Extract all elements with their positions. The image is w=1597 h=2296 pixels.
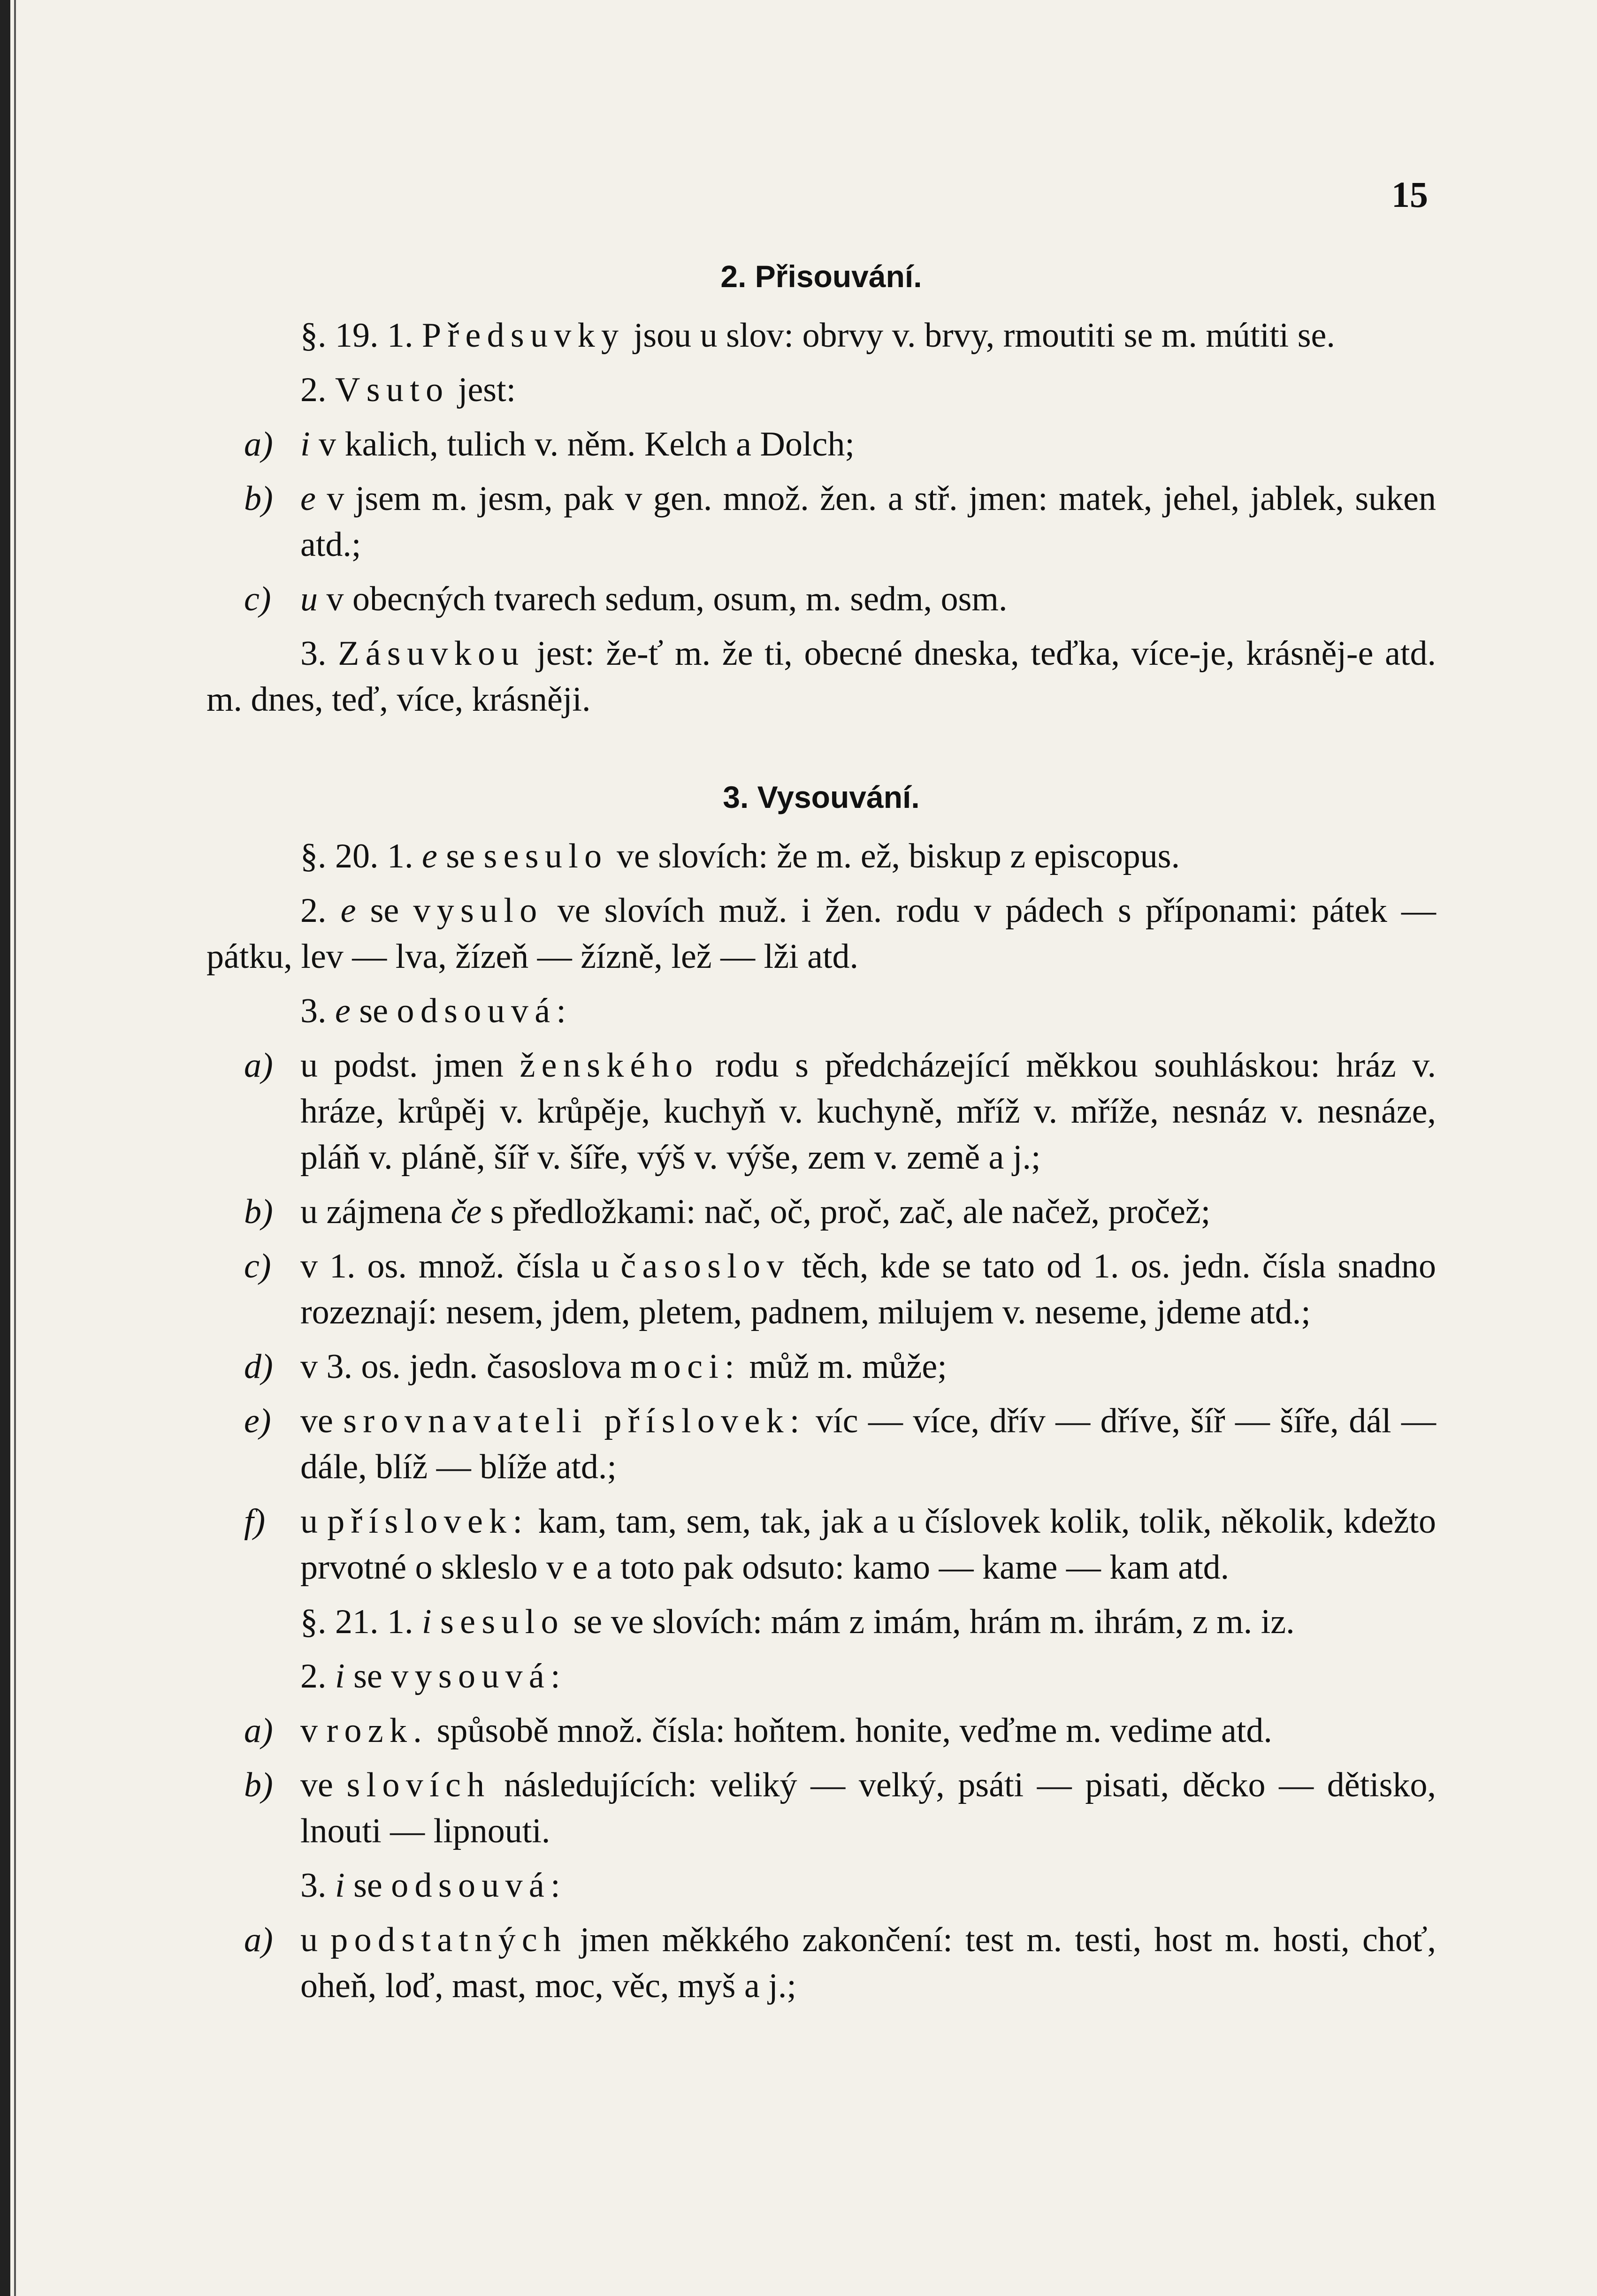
item-prefix: ve [300,1766,333,1804]
list-item [206,1498,1436,1590]
item-label: a) [244,425,273,464]
item-prefix: v 1. os. množ. čísla u [300,1247,609,1285]
section-heading-vysouvani: 3. Vysouvání. [723,780,920,814]
term: příslovek: [327,1502,529,1541]
page-number: 15 [1391,174,1428,215]
paragraph-text: ve slovích muž. i žen. rodu v pádech s příponami: pátek — pátku, lev — lva, žízeň — žízně, lež — lži atd. [206,891,1437,976]
item-text: těch, kde se tato od 1. os. jedn. čísla snadno rozeznají: nesem, jdem, pletem, padnem, milujem v. neseme, jdeme atd.; [300,1247,1437,1331]
item-prefix: ve [300,1402,333,1440]
item-label: c) [244,1247,271,1285]
section-heading-prisouvani: 2. Přisouvání. [720,259,922,294]
term: Předsuvky [422,316,625,355]
paragraph-20-1 [206,833,1436,879]
list-item [206,576,1436,622]
item-prefix: u zájmena [300,1193,442,1231]
item-prefix: u [300,1921,318,1959]
letter: i [335,1657,345,1695]
item-label: d) [244,1347,273,1386]
letter: e [422,837,437,875]
item-label: b) [244,479,273,518]
item-label: c) [244,580,271,618]
word: če [451,1193,482,1231]
paragraph-text: jest: [458,371,516,409]
list-item [206,1762,1436,1854]
paragraph-19-3 [206,631,1436,722]
term: odsouvá: [397,992,573,1030]
paragraph-text: se ve slovích: mám z imám, hrám m. ihrám, z m. iz. [573,1603,1295,1641]
term: slovích [346,1766,491,1804]
letter: e [335,992,351,1030]
item-text: následujících: veliký — velký, psáti — pisati, děcko — dětisko, lnouti — lipnouti. [300,1766,1437,1850]
list-item [206,1917,1436,2009]
word: se [446,837,475,875]
item-label: e) [244,1402,271,1440]
letter: i [335,1866,345,1905]
paragraph-number: §. 21. 1. [300,1603,413,1641]
item-label: a) [244,1711,273,1750]
term: rozk. [326,1711,428,1750]
item-text: v jsem m. jesm, pak v gen. množ. žen. a stř. jmen: matek, jehel, jablek, suken atd.; [300,479,1437,564]
term: sesulo [440,1603,565,1641]
term: srovnavateli příslovek: [343,1402,806,1440]
paragraph-20-2 [206,888,1436,980]
scan-edge [0,0,10,2296]
word: se [359,992,389,1030]
list-item [206,1398,1436,1490]
list-item [206,1189,1436,1235]
letter: i [300,425,310,464]
term: Zásuvkou [338,634,525,673]
list-item [206,1708,1436,1754]
paragraph-number: §. 20. 1. [300,837,413,875]
page-body [206,253,1436,2017]
item-text: spůsobě množ. čísla: hoňtem. honite, veďme m. vedime atd. [436,1711,1272,1750]
item-label: b) [244,1193,273,1231]
letter: e [300,479,316,518]
word: se [353,1866,382,1905]
list-item [206,476,1436,568]
term: vysulo [413,891,543,930]
word: se [353,1657,382,1695]
list-item [206,1042,1436,1180]
paragraph-text: jsou u slov: obrvy v. brvy, rmoutiti se m. mútiti se. [633,316,1335,355]
list-item [206,421,1436,467]
term: časoslov [620,1247,790,1285]
paragraph-number: 2. [300,1657,327,1695]
letter: u [300,580,318,618]
letter: i [422,1603,432,1641]
item-prefix: u [300,1502,318,1541]
paragraph-number: 2. [300,371,327,409]
paragraph-text: ve slovích: že m. ež, biskup z episcopus. [616,837,1180,875]
paragraph-number: 3. [300,634,327,673]
list-item [206,1243,1436,1335]
term: sesulo [483,837,608,875]
term: Vsuto [335,371,450,409]
item-label: a) [244,1046,273,1085]
paragraph-number: 2. [300,891,327,930]
item-prefix: v 3. os. jedn. časoslova [300,1347,622,1386]
paragraph-number: 3. [300,992,327,1030]
item-text: kam, tam, sem, tak, jak a u číslovek kolik, tolik, několik, kdežto prvotné o skleslo v e a toto pak odsuto: kamo — kame — kam atd. [300,1502,1437,1587]
item-prefix: v [300,1711,318,1750]
item-text: můž m. může; [749,1347,947,1386]
list-item [206,1344,1436,1390]
paragraph-21-1 [206,1599,1436,1645]
item-text: s předložkami: nač, oč, proč, zač, ale načež, pročež; [490,1193,1211,1231]
paragraph-19-2 [206,367,1436,413]
term: podstatných [330,1921,567,1959]
paragraph-number: 3. [300,1866,327,1905]
word: se [370,891,399,930]
item-text: v obecných tvarech sedum, osum, m. sedm, osm. [326,580,1008,618]
scan-edge-line [14,0,16,2296]
item-text: v kalich, tulich v. něm. Kelch a Dolch; [319,425,855,464]
item-text: víc — více, dřív — dříve, šíř — šíře, dál — dále, blíž — blíže atd.; [300,1402,1437,1486]
item-text: rodu s předcházející měkkou souhláskou: hráz v. hráze, krůpěj v. krůpěje, kuchyň v. kuchyně, mříž v. mříže, nesnáz v. nesnáze, pláň v. pláně, šíř v. šíře, výš v. výše, zem v. země a j.; [300,1046,1437,1177]
term: vysouvá: [391,1657,566,1695]
paragraph-number: §. 19. 1. [300,316,413,355]
term: ženského [520,1046,699,1085]
item-label: b) [244,1766,273,1804]
item-prefix: u podst. jmen [300,1046,504,1085]
item-label: f) [244,1502,266,1541]
paragraph-19-1 [206,312,1436,358]
paragraph-21-3 [206,1863,1436,1908]
term: moci: [630,1347,741,1386]
item-text: jmen měkkého zakončení: test m. testi, host m. hosti, choť, oheň, loď, mast, moc, věc, myš a j.; [300,1921,1437,2005]
paragraph-21-2 [206,1653,1436,1699]
paragraph-text: jest: že-ť m. že ti, obecné dneska, teďka, více-je, krásněj-e atd. m. dnes, teď, více, krásněji. [206,634,1437,719]
paragraph-20-3 [206,988,1436,1034]
item-label: a) [244,1921,273,1959]
letter: e [340,891,356,930]
term: odsouvá: [391,1866,566,1905]
